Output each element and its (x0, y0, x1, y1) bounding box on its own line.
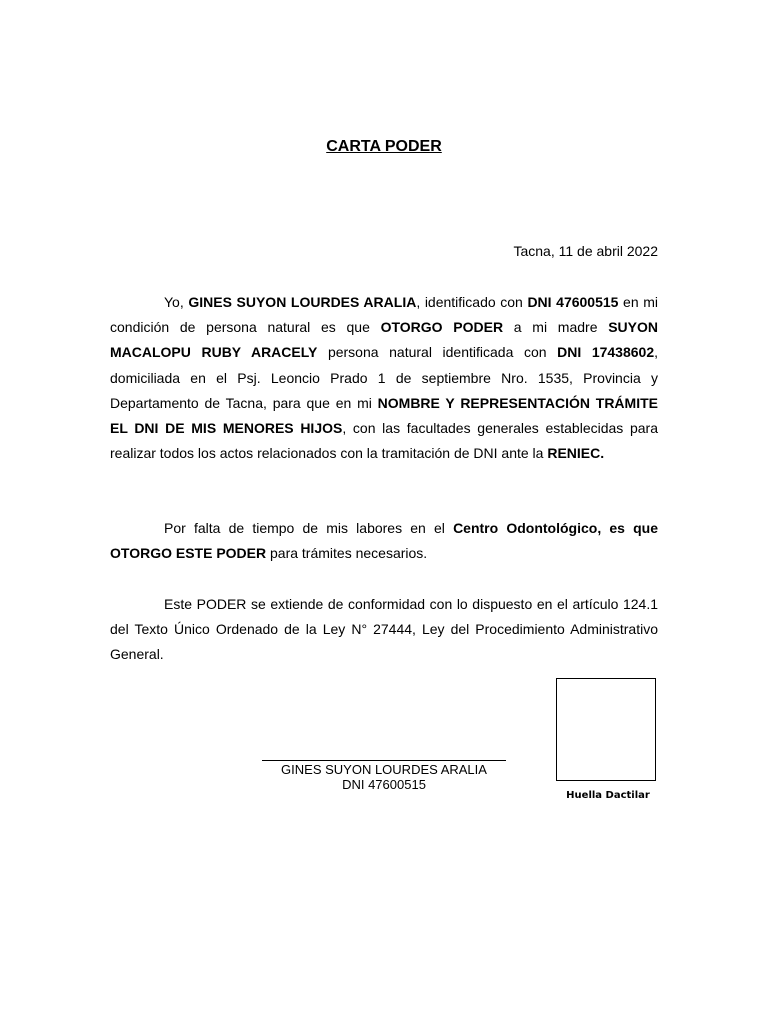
signature-block (240, 762, 528, 792)
p2-text-1: Por falta de tiempo de mis labores en el (164, 520, 454, 536)
paragraph-legal-basis (110, 592, 658, 668)
fingerprint-box (556, 678, 656, 781)
grantor-name: GINES SUYON LOURDES ARALIA (188, 294, 417, 310)
paragraph-reason (110, 516, 658, 566)
paragraph-grant (110, 290, 658, 466)
p1-text-3: en mi condición de persona natural es que (110, 294, 659, 336)
institution-name: RENIEC. (547, 445, 605, 462)
p1-text-7: , con las facultades generales establecidas para realizar todos los actos relacionados con la tramitación de DNI ante la (110, 420, 658, 462)
p1-text-5: persona natural identificada con (317, 344, 558, 361)
grantee-name: SUYON MACALOPU RUBY ARACELY (110, 319, 658, 361)
grantor-dni: DNI 47600515 (527, 294, 619, 310)
document-title: CARTA PODER (326, 138, 442, 155)
p1-text-2: , identificado con (416, 294, 528, 310)
grant-phrase: OTORGO PODER (380, 319, 504, 336)
p1-text-1: Yo, (164, 294, 189, 310)
p2-bold-1: Centro Odontológico, es que OTORGO ESTE PODER (110, 520, 658, 562)
grant-purpose: NOMBRE Y REPRESENTACIÓN TRÁMITE EL DNI DE MIS MENORES HIJOS (110, 394, 658, 437)
signature-dni: DNI 47600515 (342, 777, 426, 792)
p1-text-4: a mi madre (503, 319, 609, 336)
p3-text-1: Este PODER se extiende de conformidad con lo dispuesto en el artículo 124.1 del Texto Único Ordenado de la Ley N° 27444, Ley del Procedimiento Administrativo General. (110, 596, 658, 663)
p1-text-6: , domiciliada en el Psj. Leoncio Prado 1 de septiembre Nro. 1535, Provincia y Departamento de Tacna, para que en mi (110, 344, 659, 411)
signature-line (262, 760, 506, 761)
p2-text-2: para trámites necesarios. (266, 545, 428, 562)
signature-name: GINES SUYON LOURDES ARALIA (281, 762, 487, 777)
document-date: Tacna, 11 de abril 2022 (513, 243, 658, 259)
grantee-dni: DNI 17438602 (557, 344, 655, 361)
fingerprint-label: Huella Dactilar (566, 790, 650, 801)
